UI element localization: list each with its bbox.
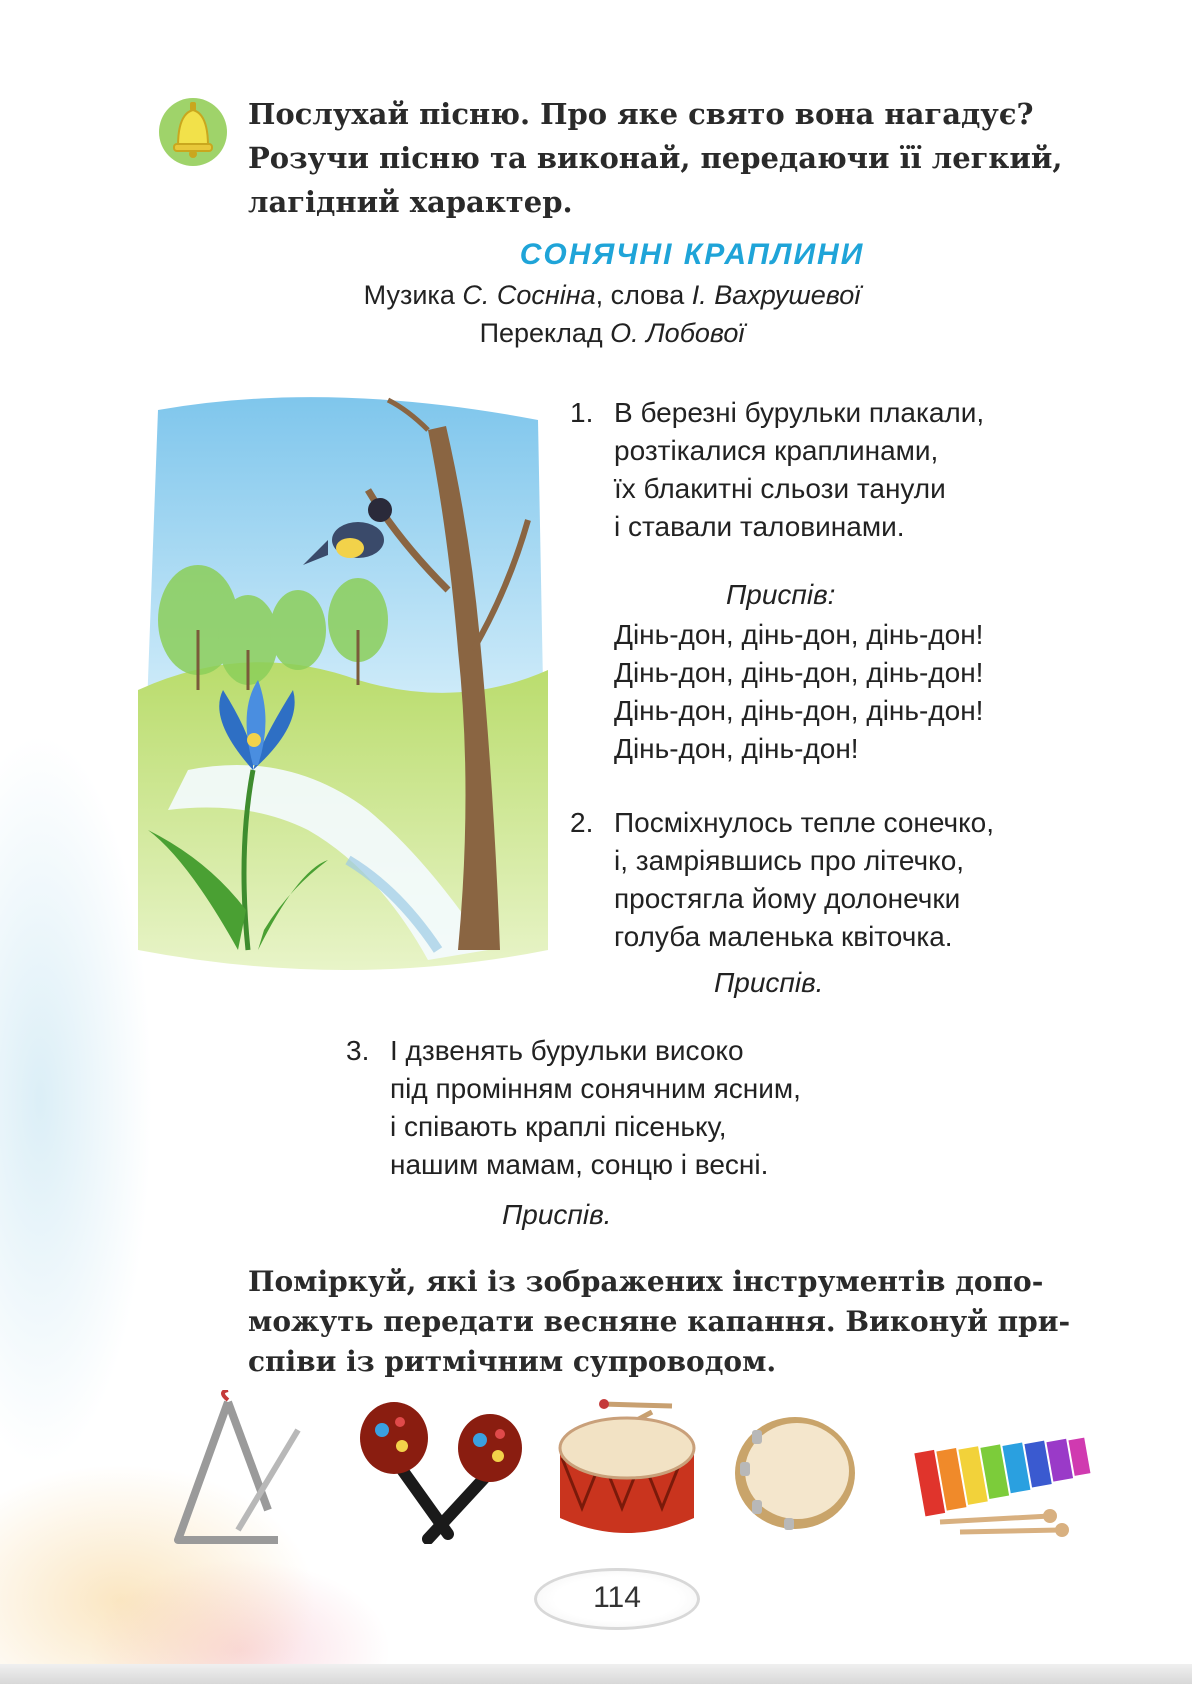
intro-line-3: лагідний характер. (248, 185, 573, 219)
chorus-line-2: Дінь-дон, дінь-дон, дінь-дон! (614, 657, 984, 688)
task-line-3: співи із ритмічним супроводом. (248, 1345, 777, 1378)
task-line-1: Поміркуй, які із зображених інструментів допо- (248, 1265, 1044, 1298)
page-bottom-edge (0, 1664, 1192, 1684)
verse-1-line-1: В березні бурульки плакали, (614, 397, 985, 428)
intro-line-1: Послухай пісню. Про яке свято вона нагадує? (248, 97, 1034, 131)
verse-1-line-2: розтікалися краплинами, (614, 435, 939, 466)
verse-3-line-3: і співають краплі пісеньку, (390, 1111, 727, 1142)
verse-3-refrain: Приспів. (502, 1199, 612, 1230)
verse-2-line-4: голуба маленька квіточка. (614, 921, 953, 952)
translation-prefix: Переклад (479, 318, 611, 348)
lyricist: І. Вахрушевої (691, 280, 861, 310)
verse-1-line-4: і ставали таловинами. (614, 511, 905, 542)
chorus (614, 616, 983, 768)
spring-illustration (128, 390, 558, 980)
song-credits-translation (0, 318, 1192, 349)
verse-2-line-3: простягла йому долонечки (614, 883, 961, 914)
song-credits-music (0, 280, 1192, 311)
chorus-label: Приспів: (726, 579, 836, 610)
verse-1-line-3: їх блакитні сльози танули (614, 473, 946, 504)
chorus-line-3: Дінь-дон, дінь-дон, дінь-дон! (614, 695, 984, 726)
intro-line-2: Розучи пісню та виконай, передаючи її легкий, (248, 141, 1063, 175)
task-text (248, 1262, 1108, 1382)
translator: О. Лобової (610, 318, 745, 348)
verse-2-number: 2. (570, 807, 594, 838)
verse-3-line-2: під промінням сонячним ясним, (390, 1073, 801, 1104)
verse-3-number: 3. (346, 1035, 370, 1066)
verse-2-refrain: Приспів. (714, 967, 824, 998)
verse-2-line-2: і, замріявшись про літечко, (614, 845, 965, 876)
song-title: СОНЯЧНІ КРАПЛИНИ (519, 238, 865, 271)
verse-3 (346, 1032, 801, 1184)
xylophone (910, 1418, 1100, 1538)
page-number-badge (534, 1568, 700, 1630)
composer: С. Сосніна (462, 280, 596, 310)
tambourine (730, 1408, 860, 1538)
verse-2-line-1: Посміхнулось тепле сонечко, (614, 807, 995, 838)
chorus-line-4: Дінь-дон, дінь-дон! (614, 733, 859, 764)
chorus-line-1: Дінь-дон, дінь-дон, дінь-дон! (614, 619, 984, 650)
triangle-instrument (168, 1390, 308, 1550)
task-line-2: можуть передати весняне капання. Виконуй при- (248, 1305, 1071, 1338)
music-prefix: Музика (363, 280, 463, 310)
verse-1 (570, 394, 985, 546)
verse-2 (570, 804, 995, 956)
verse-3-line-1: І дзвенять бурульки високо (390, 1035, 744, 1066)
bell-icon (156, 88, 230, 170)
words-prefix: , слова (595, 280, 692, 310)
page-number: 114 (593, 1581, 641, 1614)
intro-text (248, 92, 1108, 224)
verse-1-number: 1. (570, 397, 594, 428)
verse-3-line-4: нашим мамам, сонцю і весні. (390, 1149, 769, 1180)
maracas (358, 1394, 528, 1544)
drum (552, 1398, 702, 1548)
